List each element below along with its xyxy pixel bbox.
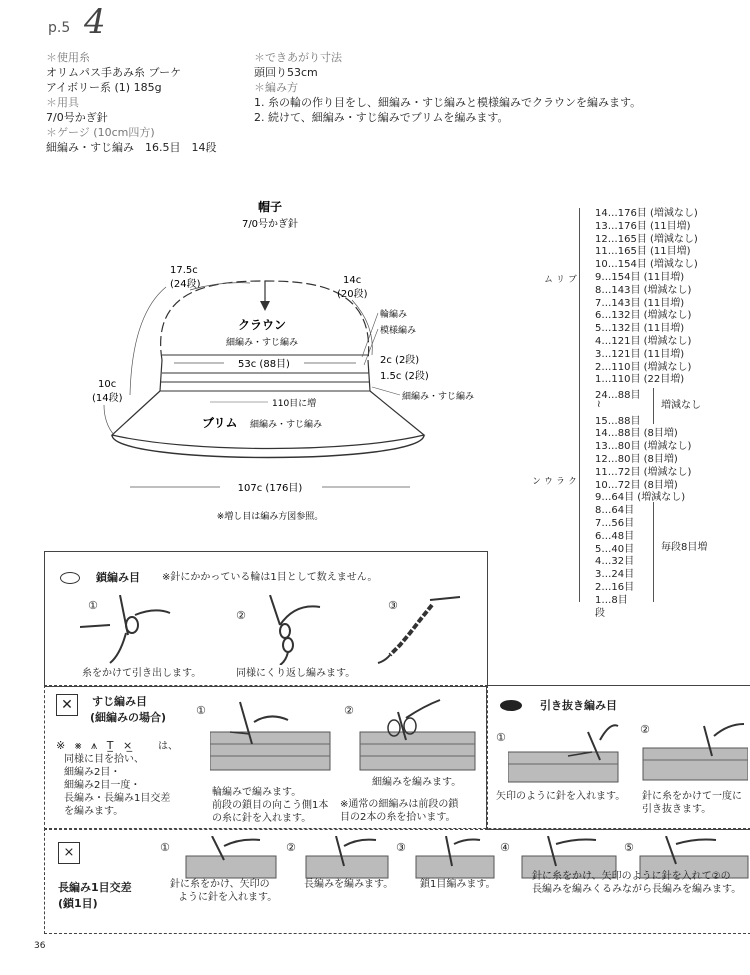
- crown-mid-note: 増減なし: [661, 400, 701, 411]
- dim-15c: 1.5c (2段): [380, 371, 429, 382]
- slip-caption-1: 矢印のように針を入れます。: [496, 791, 626, 802]
- crossed-dc-symbol-icon: ⨯: [58, 842, 80, 864]
- crossed-dc-title-1: 長編み1目交差: [58, 881, 132, 894]
- dim-side: 14c: [343, 275, 362, 286]
- table-row: 11…72目 (増減なし): [595, 466, 692, 478]
- suji-caption-line: 目の2本の糸を拾います。: [340, 812, 456, 823]
- cross-caption-1: [170, 878, 277, 904]
- brim-bracket: [579, 208, 588, 388]
- slip-step-1-illustration: [508, 725, 618, 782]
- table-row: 9…154目 (11目増): [595, 271, 685, 283]
- suji-symbol-lines: [64, 753, 170, 818]
- gauge-label: ゲージ (10cm四方): [57, 126, 155, 139]
- cross-step-2-number: ②: [286, 841, 296, 854]
- cross-step-4-number: ④: [500, 841, 510, 854]
- asterisk-icon: ＊: [46, 126, 57, 139]
- size-label: できあがり寸法: [265, 51, 342, 64]
- table-row: 12…80目 (8目増): [595, 453, 678, 465]
- slip-step-2-number: ②: [640, 723, 650, 736]
- diagram-hook: 7/0号かぎ針: [241, 219, 299, 230]
- yarn-label: 使用糸: [57, 51, 90, 64]
- cross-step-2-illustration: [306, 836, 388, 878]
- slip-step-1-number: ①: [496, 731, 506, 744]
- yarn-color: アイボリー系 (1) 185g: [46, 81, 162, 94]
- table-row: 13…176目 (11目増): [595, 220, 691, 232]
- page-ref: p.5: [48, 20, 71, 36]
- dim-107: 107c (176目): [237, 483, 303, 494]
- suji-line: 細編み2目・: [64, 767, 121, 778]
- brim-rows: [595, 204, 745, 386]
- table-row: 6…132目 (増減なし): [595, 310, 692, 322]
- suji-step-2-illustration: [360, 700, 475, 770]
- chain-illustrations: [80, 595, 480, 665]
- table-row: 5…40目: [595, 543, 635, 555]
- down-arrow-icon: [260, 301, 270, 311]
- brim-bottom: [112, 435, 424, 458]
- suji-symbol-icon: ✕: [56, 694, 78, 716]
- suji-symbol-note: は、: [158, 741, 178, 752]
- crown-rows-b-bracket: [647, 502, 654, 602]
- table-row: 6…48目: [595, 530, 635, 542]
- table-row: 4…32目: [595, 556, 635, 568]
- table-row: 3…24目: [595, 569, 635, 581]
- suji-caption-1: [212, 786, 328, 825]
- table-row: 14…176目 (増減なし): [595, 208, 698, 219]
- table-row: 2…16目: [595, 581, 635, 593]
- cross-caption-line: 針に糸をかけ、矢印の: [170, 879, 270, 890]
- suji-line: 細編み2目一度・: [64, 780, 141, 791]
- dim-53: 53c (88目): [238, 359, 290, 370]
- suji-illustrations: [210, 692, 480, 774]
- suji-line: 長編み・長編み1目交差: [64, 793, 171, 804]
- cross-caption-4: [532, 870, 741, 896]
- table-row: 9…64目 (増減なし): [595, 492, 686, 504]
- suji-step-1-number: ①: [196, 704, 206, 717]
- suji-caption-2a: 細編みを編みます。: [372, 777, 462, 788]
- chain-step-1-number: ①: [88, 599, 98, 612]
- crown-mid-bracket: [647, 388, 654, 424]
- dim-2c: 2c (2段): [380, 355, 420, 366]
- crown-bracket: [579, 388, 588, 602]
- table-row: 5…132目 (11目増): [595, 323, 685, 335]
- cross-step-3-number: ③: [396, 841, 406, 854]
- chain-note: ※針にかかっている輪は1目として数えません。: [162, 572, 378, 583]
- table-row: 11…165目 (11目増): [595, 246, 691, 258]
- suji-line: 同様に目を拾い、: [64, 754, 144, 765]
- crown-label: クラウン: [237, 318, 287, 332]
- chain-step-3-number: ③: [388, 599, 398, 612]
- table-row: 3…121目 (11目増): [595, 348, 685, 360]
- yarn-name: オリムパス手あみ糸 ブーケ: [46, 66, 182, 79]
- table-row: 1…8目: [595, 594, 628, 606]
- cross-caption-2: 長編みを編みます。: [304, 879, 394, 890]
- suji-step-2-number: ②: [344, 704, 354, 717]
- suji-title-2: (細編みの場合): [90, 711, 167, 724]
- dim-side-rows: (20段): [337, 289, 368, 300]
- table-row: 10…72目 (8目増): [595, 479, 678, 491]
- inc-110: 110目に増: [272, 399, 317, 409]
- band-label-2: 模様編み: [380, 326, 417, 336]
- chain-title: 鎖編み目: [96, 571, 140, 584]
- crown-side-left: [160, 360, 162, 391]
- dim-10c: 10c: [98, 379, 117, 390]
- suji-title-1: すじ編み目: [92, 695, 147, 708]
- dim-10c-rows: (14段): [92, 393, 123, 404]
- suji-symbols: ※ ⨳ ⩚ T̲ ⨯̲: [56, 739, 136, 752]
- cross-step-1-illustration: [186, 836, 276, 878]
- method-step-2: 2. 続けて、細編み・すじ編みでブリムを編みます。: [254, 111, 509, 124]
- table-row-tilde: ≀: [597, 398, 601, 410]
- method-label: 編み方: [265, 81, 298, 94]
- cross-caption-3: 鎖1目編みます。: [420, 879, 496, 890]
- slip-title: 引き抜き編み目: [540, 699, 617, 712]
- crown-stitch: 細編み・すじ編み: [225, 338, 299, 348]
- table-row: 12…165目 (増減なし): [595, 233, 698, 245]
- brim-label: ブリム: [202, 416, 238, 430]
- suji-caption-line: ※通常の細編みは前段の鎖: [340, 799, 459, 810]
- suji-caption-2: [340, 798, 458, 824]
- chain-caption-1: 糸をかけて引き出します。: [82, 668, 202, 679]
- gauge-value: 細編み・すじ編み 16.5目 14段: [46, 141, 217, 154]
- finished-block: [254, 50, 714, 125]
- table-row: 8…64目: [595, 505, 635, 517]
- slip-illustrations: [508, 722, 748, 784]
- table-row: 8…143目 (増減なし): [595, 284, 692, 296]
- pattern-number: 4: [84, 2, 106, 42]
- cross-step-1-number: ①: [160, 841, 170, 854]
- suji-step-1-illustration: [210, 702, 330, 770]
- crown-rows-b-note: 毎段8目増: [661, 542, 708, 553]
- suji-caption-line: 輪編みで編みます。: [212, 787, 302, 798]
- crossed-dc-title-2: (鎖1目): [58, 897, 98, 910]
- table-footer: 段: [595, 607, 605, 619]
- table-row: 7…143目 (11目増): [595, 297, 685, 309]
- suji-line: を編みます。: [64, 806, 124, 817]
- cross-step-5-number: ⑤: [624, 841, 634, 854]
- slip-caption-2: [642, 790, 742, 816]
- page-number: 36: [34, 941, 46, 951]
- materials-block: [46, 50, 246, 155]
- table-row: 24…88目: [595, 390, 641, 401]
- brim-stitch: 細編み・すじ編み: [250, 420, 323, 430]
- band-stitch: 細編み・すじ編み: [402, 392, 475, 402]
- tools-label: 用具: [57, 96, 79, 109]
- suji-caption-line: 前段の鎖目の向こう側1本: [212, 800, 329, 811]
- hat-diagram: [90, 195, 490, 525]
- diagram-note: ※増し目は編み方図参照。: [216, 512, 324, 522]
- slip-caption-line: 引き抜きます。: [642, 804, 712, 815]
- table-row: 14…88目 (8目増): [595, 428, 678, 440]
- table-row: 15…88目: [595, 415, 641, 427]
- diagram-title: 帽子: [257, 200, 283, 214]
- size-value: 頭回り53cm: [254, 66, 318, 79]
- cross-step-3-illustration: [416, 836, 494, 878]
- table-row: 4…121目 (増減なし): [595, 335, 692, 347]
- slip-symbol-icon: [500, 700, 522, 711]
- table-row: 2…110目 (増減なし): [595, 361, 692, 373]
- dim-top-rows: (24段): [170, 279, 201, 290]
- chain-symbol-icon: [60, 572, 80, 584]
- tools-value: 7/0号かぎ針: [46, 111, 108, 124]
- asterisk-icon: ＊: [46, 96, 57, 109]
- slip-step-2-illustration: [643, 724, 748, 780]
- method-step-1: 1. 糸の輪の作り目をし、細編み・すじ編みと模様編みでクラウンを編みます。: [254, 96, 642, 109]
- cross-caption-line: ように針を入れます。: [178, 892, 278, 903]
- crown-rows: [595, 386, 745, 619]
- suji-caption-line: の糸に針を入れます。: [212, 813, 312, 824]
- crown-side-label: クラウン: [530, 476, 576, 485]
- cross-caption-line: 長編みを編みくるみながら長編みを編みます。: [532, 884, 742, 895]
- table-row: 10…154目 (増減なし): [595, 259, 698, 271]
- band-label-1: 輪編み: [380, 310, 408, 320]
- slip-caption-line: 針に糸をかけて一度に: [642, 791, 742, 802]
- table-row: 1…110目 (22目増): [595, 374, 685, 386]
- chain-caption-2: 同様にくり返し編みます。: [236, 668, 356, 679]
- table-row: 7…56目: [595, 517, 635, 529]
- cross-caption-line: 針に糸をかけ、矢印のように針を入れて②の: [532, 871, 731, 882]
- brim-side-label: ブリム: [542, 274, 576, 283]
- chain-step-2-number: ②: [236, 609, 246, 622]
- asterisk-icon: ＊: [46, 51, 57, 64]
- dim-top: 17.5c: [170, 265, 198, 276]
- asterisk-icon: ＊: [254, 81, 265, 94]
- asterisk-icon: ＊: [254, 51, 265, 64]
- chain-step-2-illustration: [270, 595, 320, 665]
- table-row: 13…80目 (増減なし): [595, 441, 692, 453]
- crown-side-right: [368, 360, 370, 391]
